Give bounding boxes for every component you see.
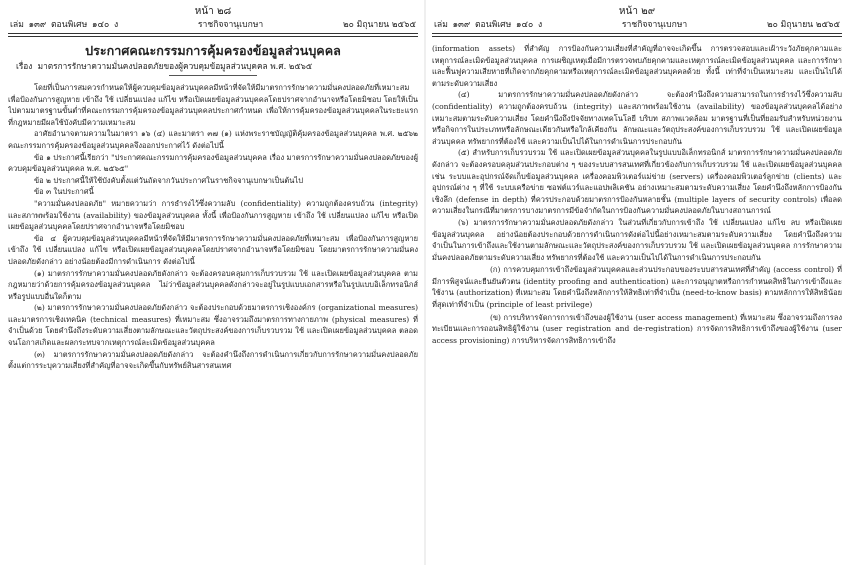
volume-issue: เล่ม ๑๓๙ ตอนพิเศษ ๑๔๐ ง [10, 20, 119, 30]
clause-4-item-1: (๑) มาตรการรักษาความมั่นคงปลอดภัยดังกล่าว จะต้องครอบคลุมการเก็บรวบรวม ใช้ และเปิดเผยข้อมูลส่วนบุคคล ตามกฎหมายว่าด้วยการคุ้มครองข้อมูลส่วนบุคคล ไม่ว่าข้อมูลส่วนบุคคลดังกล่าวจะอยู่ในรูปแบบเอกสารหรือในรูปแบบอิเล็กทรอนิกส์ หรือรูปแบบอื่นใดก็ตาม [8, 268, 418, 301]
issue-date: ๒๐ มิถุนายน ๒๕๖๕ [343, 20, 416, 30]
clause-4-item-3: (๓) มาตรการรักษาความมั่นคงปลอดภัยดังกล่าว จะต้องคำนึงถึงการดำเนินการเกี่ยวกับการรักษาความมั่นคงปลอดภัย ตั้งแต่การระบุความเสี่ยงที่สำคัญที่อาจจะเกิดขึ้นกับทรัพย์สินสารสนเทศ [8, 349, 418, 371]
clause-4-item-4: (๔) มาตรการรักษาความมั่นคงปลอดภัยดังกล่าว จะต้องคำนึงถึงความสามารถในการธำรงไว้ซึ่งความลับ (confidentiality) ความถูกต้องครบถ้วน (integrity) และสภาพพร้อมใช้งาน (availability) ของข้อมูลส่วนบุคคลได้อย่างเหมาะสมตามระดับความเสี่ยง โดยคำนึงถึงปัจจัยทางเทคโนโลยี บริบท สภาพแวดล้อม มาตรฐานที่เป็นที่ยอมรับสำหรับหน่วยงานหรือกิจการในประเภทหรือลักษณะเดียวกันหรือใกล้เคียงกัน ลักษณะและวัตถุประสงค์ของการเก็บรวบรวม ใช้ และเปิดเผยข้อมูลส่วนบุคคล ทรัพยากรที่ต้องใช้ และความเป็นไปได้ในการดำเนินการประกอบกัน [432, 90, 842, 146]
subject-text: มาตรการรักษาความมั่นคงปลอดภัยของผู้ควบคุมข้อมูลส่วนบุคคล พ.ศ. ๒๕๖๕ [37, 61, 313, 71]
page-number: หน้า ๒๘ [194, 6, 232, 17]
header-rule [8, 33, 418, 37]
announcement-subject [8, 60, 418, 72]
preamble-paragraph: โดยที่เป็นการสมควรกำหนดให้ผู้ควบคุมข้อมูลส่วนบุคคลมีหน้าที่จัดให้มีมาตรการรักษาความมั่นคงปลอดภัยที่เหมาะสม เพื่อป้องกันการสูญหาย เข้าถึง ใช้ เปลี่ยนแปลง แก้ไข หรือเปิดเผยข้อมูลส่วนบุคคลโดยปราศจากอำนาจหรือโดยมิชอบ โดยให้เป็นไปตามมาตรฐานขั้นต่ำที่คณะกรรมการคุ้มครองข้อมูลส่วนบุคคลประกาศกำหนด เพื่อให้การคุ้มครองข้อมูลส่วนบุคคลในระยะแรกที่กฎหมายมีผลใช้บังคับมีความเหมาะสม [8, 83, 418, 127]
clause-1: ข้อ ๑ ประกาศนี้เรียกว่า "ประกาศคณะกรรมการคุ้มครองข้อมูลส่วนบุคคล เรื่อง มาตรการรักษาความมั่นคงปลอดภัยของผู้ควบคุมข้อมูลส่วนบุคคล พ.ศ. ๒๕๖๕" [8, 152, 418, 174]
clause-4-item-6-a: (ก) การควบคุมการเข้าถึงข้อมูลส่วนบุคคลและส่วนประกอบของระบบสารสนเทศที่สำคัญ (access control) ที่มีการพิสูจน์และยืนยันตัวตน (identity proofing and authentication) และการอนุญาตหรือการกำหนดสิทธิในการเข้าถึงและใช้งาน (authorization) ที่เหมาะสม โดยคำนึงถึงหลักการให้สิทธิเท่าที่จำเป็น (need-to-know basis) ตามหลักการให้สิทธิน้อยที่สุดเท่าที่จำเป็น (principle of least privilege) [432, 265, 842, 310]
clause-3: ข้อ ๓ ในประกาศนี้ [34, 187, 94, 197]
left-page [8, 0, 418, 565]
page-gutter [424, 0, 426, 565]
gazette-header [432, 20, 842, 31]
clause-4-item-6: (๖) มาตรการรักษาความมั่นคงปลอดภัยดังกล่าว ในส่วนที่เกี่ยวกับการเข้าถึง ใช้ เปลี่ยนแปลง แก้ไข ลบ หรือเปิดเผยข้อมูลส่วนบุคคล อย่างน้อยต้องประกอบด้วยการดำเนินการดังต่อไปนี้อย่างเหมาะสมตามระดับความเสี่ยง โดยคำนึงถึงความจำเป็นในการเข้าถึงและใช้งานตามลักษณะและวัตถุประสงค์ของการเก็บรวบรวม ใช้ และเปิดเผยข้อมูลส่วนบุคคล การรักษาความมั่นคงปลอดภัยตามระดับความเสี่ยง ทรัพยากรที่ต้องใช้ และความเป็นไปได้ในการดำเนินการประกอบกัน [432, 217, 842, 262]
volume-issue: เล่ม ๑๓๙ ตอนพิเศษ ๑๔๐ ง [434, 20, 543, 30]
header-rule [432, 33, 842, 37]
gazette-header [8, 20, 418, 31]
clause-2: ข้อ ๒ ประกาศนี้ให้ใช้บังคับตั้งแต่วันถัดจากวันประกาศในราชกิจจานุเบกษาเป็นต้นไป [34, 175, 303, 185]
title-separator [169, 75, 257, 76]
clause-4-item-6-b: (ข) การบริหารจัดการการเข้าถึงของผู้ใช้งาน (user access management) ที่เหมาะสม ซึ่งอาจรวมถึงการลงทะเบียนและการถอนสิทธิผู้ใช้งาน (user registration and de-registration) การจัดการสิทธิการเข้าถึงของผู้ใช้งาน (user access provisioning) การบริหารจัดการสิทธิการเข้าถึง [432, 312, 842, 345]
issue-date: ๒๐ มิถุนายน ๒๕๖๕ [767, 20, 840, 30]
right-page [432, 0, 842, 565]
clause-4-item-5: (๕) สำหรับการเก็บรวบรวม ใช้ และเปิดเผยข้อมูลส่วนบุคคลในรูปแบบอิเล็กทรอนิกส์ มาตรการรักษาความมั่นคงปลอดภัยดังกล่าว จะต้องครอบคลุมส่วนประกอบต่าง ๆ ของระบบสารสนเทศที่เกี่ยวข้องกับการเก็บรวบรวม ใช้ และเปิดเผยข้อมูลส่วนบุคคล เช่น ระบบและอุปกรณ์จัดเก็บข้อมูลส่วนบุคคล เครื่องคอมพิวเตอร์แม่ข่าย (servers) เครื่องคอมพิวเตอร์ลูกข่าย (clients) และอุปกรณ์ต่าง ๆ ที่ใช้ ระบบเครือข่าย ซอฟต์แวร์และแอปพลิเคชัน อย่างเหมาะสมตามระดับความเสี่ยง โดยคำนึงถึงหลักการป้องกันเชิงลึก (defense in depth) ที่ควรประกอบด้วยมาตรการป้องกันหลายชั้น (multiple layers of security controls) เพื่อลดความเสี่ยงในกรณีที่มาตรการบางมาตรการมีข้อจำกัดในการป้องกันความมั่นคงปลอดภัยในบางสถานการณ์ [432, 148, 842, 216]
clause-4: ข้อ ๔ ผู้ควบคุมข้อมูลส่วนบุคคลมีหน้าที่จัดให้มีมาตรการรักษาความมั่นคงปลอดภัยที่เหมาะสม เพื่อป้องกันการสูญหาย เข้าถึง ใช้ เปลี่ยนแปลง แก้ไข หรือเปิดเผยข้อมูลส่วนบุคคลโดยปราศจากอำนาจหรือโดยมิชอบ โดยมาตรการรักษาความมั่นคงปลอดภัยดังกล่าว อย่างน้อยต้องมีการดำเนินการ ดังต่อไปนี้ [8, 233, 418, 266]
definition-security: "ความมั่นคงปลอดภัย" หมายความว่า การธำรงไว้ซึ่งความลับ (confidentiality) ความถูกต้องครบถ้วน (integrity) และสภาพพร้อมใช้งาน (availability) ของข้อมูลส่วนบุคคล ทั้งนี้ เพื่อป้องกันการสูญหาย เข้าถึง ใช้ เปลี่ยนแปลง แก้ไข หรือเปิดเผยข้อมูลส่วนบุคคลโดยปราศจากอำนาจหรือโดยมิชอบ [8, 198, 418, 232]
subject-label: เรื่อง [16, 61, 33, 71]
gazette-name: ราชกิจจานุเบกษา [197, 20, 264, 30]
authority-paragraph: อาศัยอำนาจตามความในมาตรา ๑๖ (๔) และมาตรา ๓๗ (๑) แห่งพระราชบัญญัติคุ้มครองข้อมูลส่วนบุคคล พ.ศ. ๒๕๖๒ คณะกรรมการคุ้มครองข้อมูลส่วนบุคคลจึงออกประกาศไว้ ดังต่อไปนี้ [8, 129, 418, 150]
gazette-name: ราชกิจจานุเบกษา [621, 20, 688, 30]
page-number: หน้า ๒๙ [618, 6, 656, 17]
announcement-title: ประกาศคณะกรรมการคุ้มครองข้อมูลส่วนบุคคล [85, 43, 341, 58]
clause-4-item-3-continued: (information assets) ที่สำคัญ การป้องกันความเสี่ยงที่สำคัญที่อาจจะเกิดขึ้น การตรวจสอบและเฝ้าระวังภัยคุกคามและเหตุการณ์ละเมิดข้อมูลส่วนบุคคล การเผชิญเหตุเมื่อมีการตรวจพบภัยคุกคามและเหตุการณ์ละเมิดข้อมูลส่วนบุคคล และการรักษาและฟื้นฟูความเสียหายที่เกิดจากภัยคุกคามหรือเหตุการณ์ละเมิดข้อมูลส่วนบุคคลด้วย ทั้งนี้ เท่าที่จำเป็นเหมาะสม และเป็นไปได้ตามระดับความเสี่ยง [432, 44, 842, 88]
clause-4-item-2: (๒) มาตรการรักษาความมั่นคงปลอดภัยดังกล่าว จะต้องประกอบด้วยมาตรการเชิงองค์กร (organizational measures) และมาตรการเชิงเทคนิค (technical measures) ที่เหมาะสม ซึ่งอาจรวมถึงมาตรการทางกายภาพ (physical measures) ที่จำเป็นด้วย โดยคำนึงถึงระดับความเสี่ยงตามลักษณะและวัตถุประสงค์ของการเก็บรวบรวม ใช้ และเปิดเผยข้อมูลส่วนบุคคล ตลอดจนโอกาสเกิดและผลกระทบจากเหตุการณ์ละเมิดข้อมูลส่วนบุคคล [8, 303, 418, 348]
